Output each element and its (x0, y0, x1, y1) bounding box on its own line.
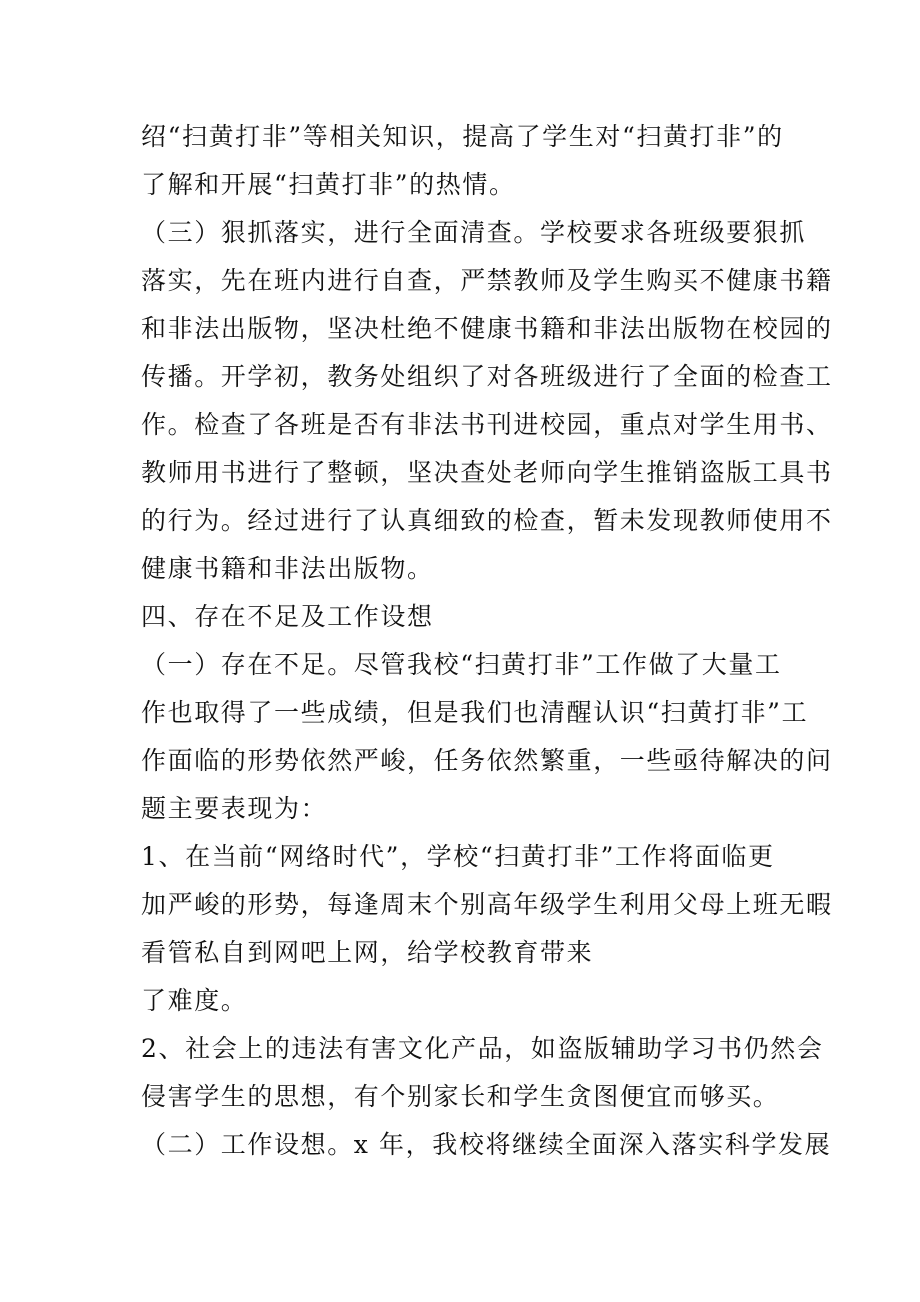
text-line: 作也取得了一些成绩，但是我们也清醒认识“扫黄打非”工 (141, 698, 809, 727)
text-line: 加严峻的形势，每逢周末个别高年级学生利用父母上班无暇 (141, 890, 833, 919)
text-line: 看管私自到网吧上网，给学校教育带来 (141, 938, 594, 967)
text-line: 绍“扫黄打非”等相关知识，提高了学生对“扫黄打非”的 (141, 122, 784, 151)
text-line: 了难度。 (141, 986, 248, 1015)
text-line: 作。检查了各班是否有非法书刊进校园，重点对学生用书、 (141, 410, 833, 439)
text-line: 的行为。经过进行了认真细致的检查，暂未发现教师使用不 (141, 506, 833, 535)
text-line: 作面临的形势依然严峻，任务依然繁重，一些亟待解决的问 (141, 746, 833, 775)
text-line: 2、社会上的违法有害文化产品，如盗版辅助学习书仍然会 (141, 1034, 824, 1063)
text-line: 和非法出版物，坚决杜绝不健康书籍和非法出版物在校园的 (141, 314, 833, 343)
text-line: 题主要表现为： (141, 794, 328, 823)
text-line: （二）工作设想。x 年，我校将继续全面深入落实科学发展 (141, 1130, 832, 1159)
text-line: （三）狠抓落实，进行全面清查。学校要求各班级要狠抓 (141, 218, 807, 247)
section-heading: 四、存在不足及工作设想 (141, 602, 434, 631)
text-line: 侵害学生的思想，有个别家长和学生贪图便宜而够买。 (141, 1082, 780, 1111)
text-line: （一）存在不足。尽管我校“扫黄打非”工作做了大量工 (141, 650, 782, 679)
text-line: 1、在当前“网络时代”，学校“扫黄打非”工作将面临更 (141, 842, 775, 871)
text-line: 教师用书进行了整顿，坚决查处老师向学生推销盗版工具书 (141, 458, 833, 487)
text-line: 健康书籍和非法出版物。 (141, 554, 434, 583)
text-line: 落实，先在班内进行自查，严禁教师及学生购买不健康书籍 (141, 266, 833, 295)
text-line: 传播。开学初，教务处组织了对各班级进行了全面的检查工 (141, 362, 833, 391)
text-line: 了解和开展“扫黄打非”的热情。 (141, 170, 516, 199)
